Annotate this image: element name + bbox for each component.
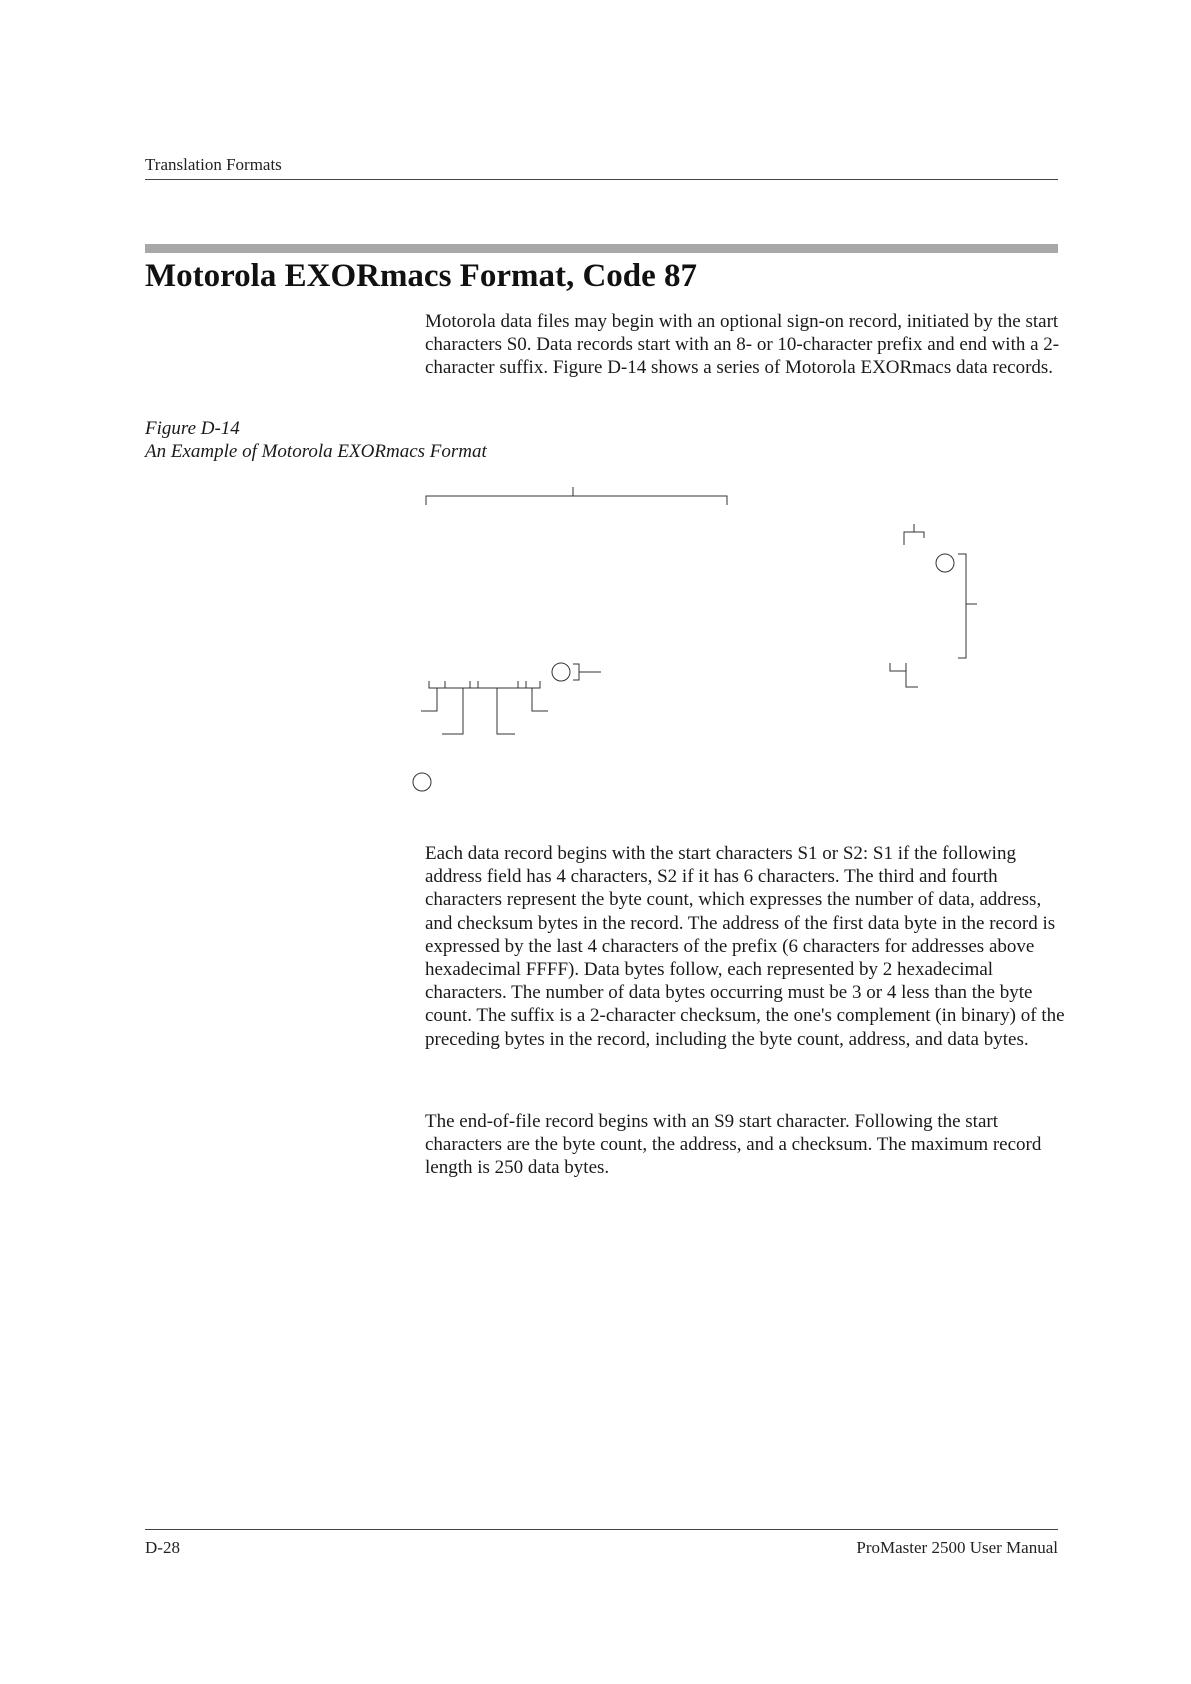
record-paragraph: Each data record begins with the start characters S1 or S2: S1 if the following address field has 4 characters, S2 if it has 6 characters. The third and fourth characters represent the byte count, which expresses the number of data, address, and checksum bytes in the record. The address of the first data byte in the record is expressed by the last 4 characters of the prefix (6 characters for addresses above hexadecimal FFFF). Data bytes follow, each represented by 2 hexadecimal characters. The number of data bytes occurring must be 3 or 4 less than the byte count. The suffix is a 2-character checksum, the one's complement (in binary) of the preceding bytes in the record, including the byte count, address, and data bytes. xyxy=(425,843,1065,1050)
figure-number: Figure D-14 xyxy=(145,418,240,439)
intro-paragraph: Motorola data files may begin with an optional sign-on record, initiated by the start characters S0. Data records start with an 8- or 10-character prefix and end with a 2-character suffix. Figure D-14 shows a series of Motorola EXORmacs data records. xyxy=(425,311,1060,379)
figure-title: An Example of Motorola EXORmacs Format xyxy=(145,441,487,463)
page-number: D-28 xyxy=(145,1538,180,1557)
diagram-callout-circle xyxy=(552,663,570,681)
diagram-callout-circle xyxy=(936,554,954,572)
diagram-right-top-bracket xyxy=(904,524,924,545)
page-title: Motorola EXORmacs Format, Code 87 xyxy=(145,258,698,294)
figure-caption xyxy=(145,417,487,463)
diagram-right-bottom-bracket xyxy=(890,663,918,687)
diagram-right-side-bracket xyxy=(958,554,977,658)
footer-rule xyxy=(145,1529,1058,1530)
diagram-small-bracket xyxy=(573,664,601,680)
header-rule xyxy=(145,179,1058,180)
manual-title: ProMaster 2500 User Manual xyxy=(856,1538,1058,1557)
diagram-top-bracket xyxy=(426,487,727,505)
running-header: Translation Formats xyxy=(145,155,282,174)
diagram-callout-circle xyxy=(413,773,431,791)
diagram-bracket-cluster xyxy=(421,681,548,734)
eof-paragraph: The end-of-file record begins with an S9 start character. Following the start characters are the byte count, the address, and a checksum. The maximum record length is 250 data bytes. xyxy=(425,1111,1042,1179)
title-bar xyxy=(145,244,1058,253)
